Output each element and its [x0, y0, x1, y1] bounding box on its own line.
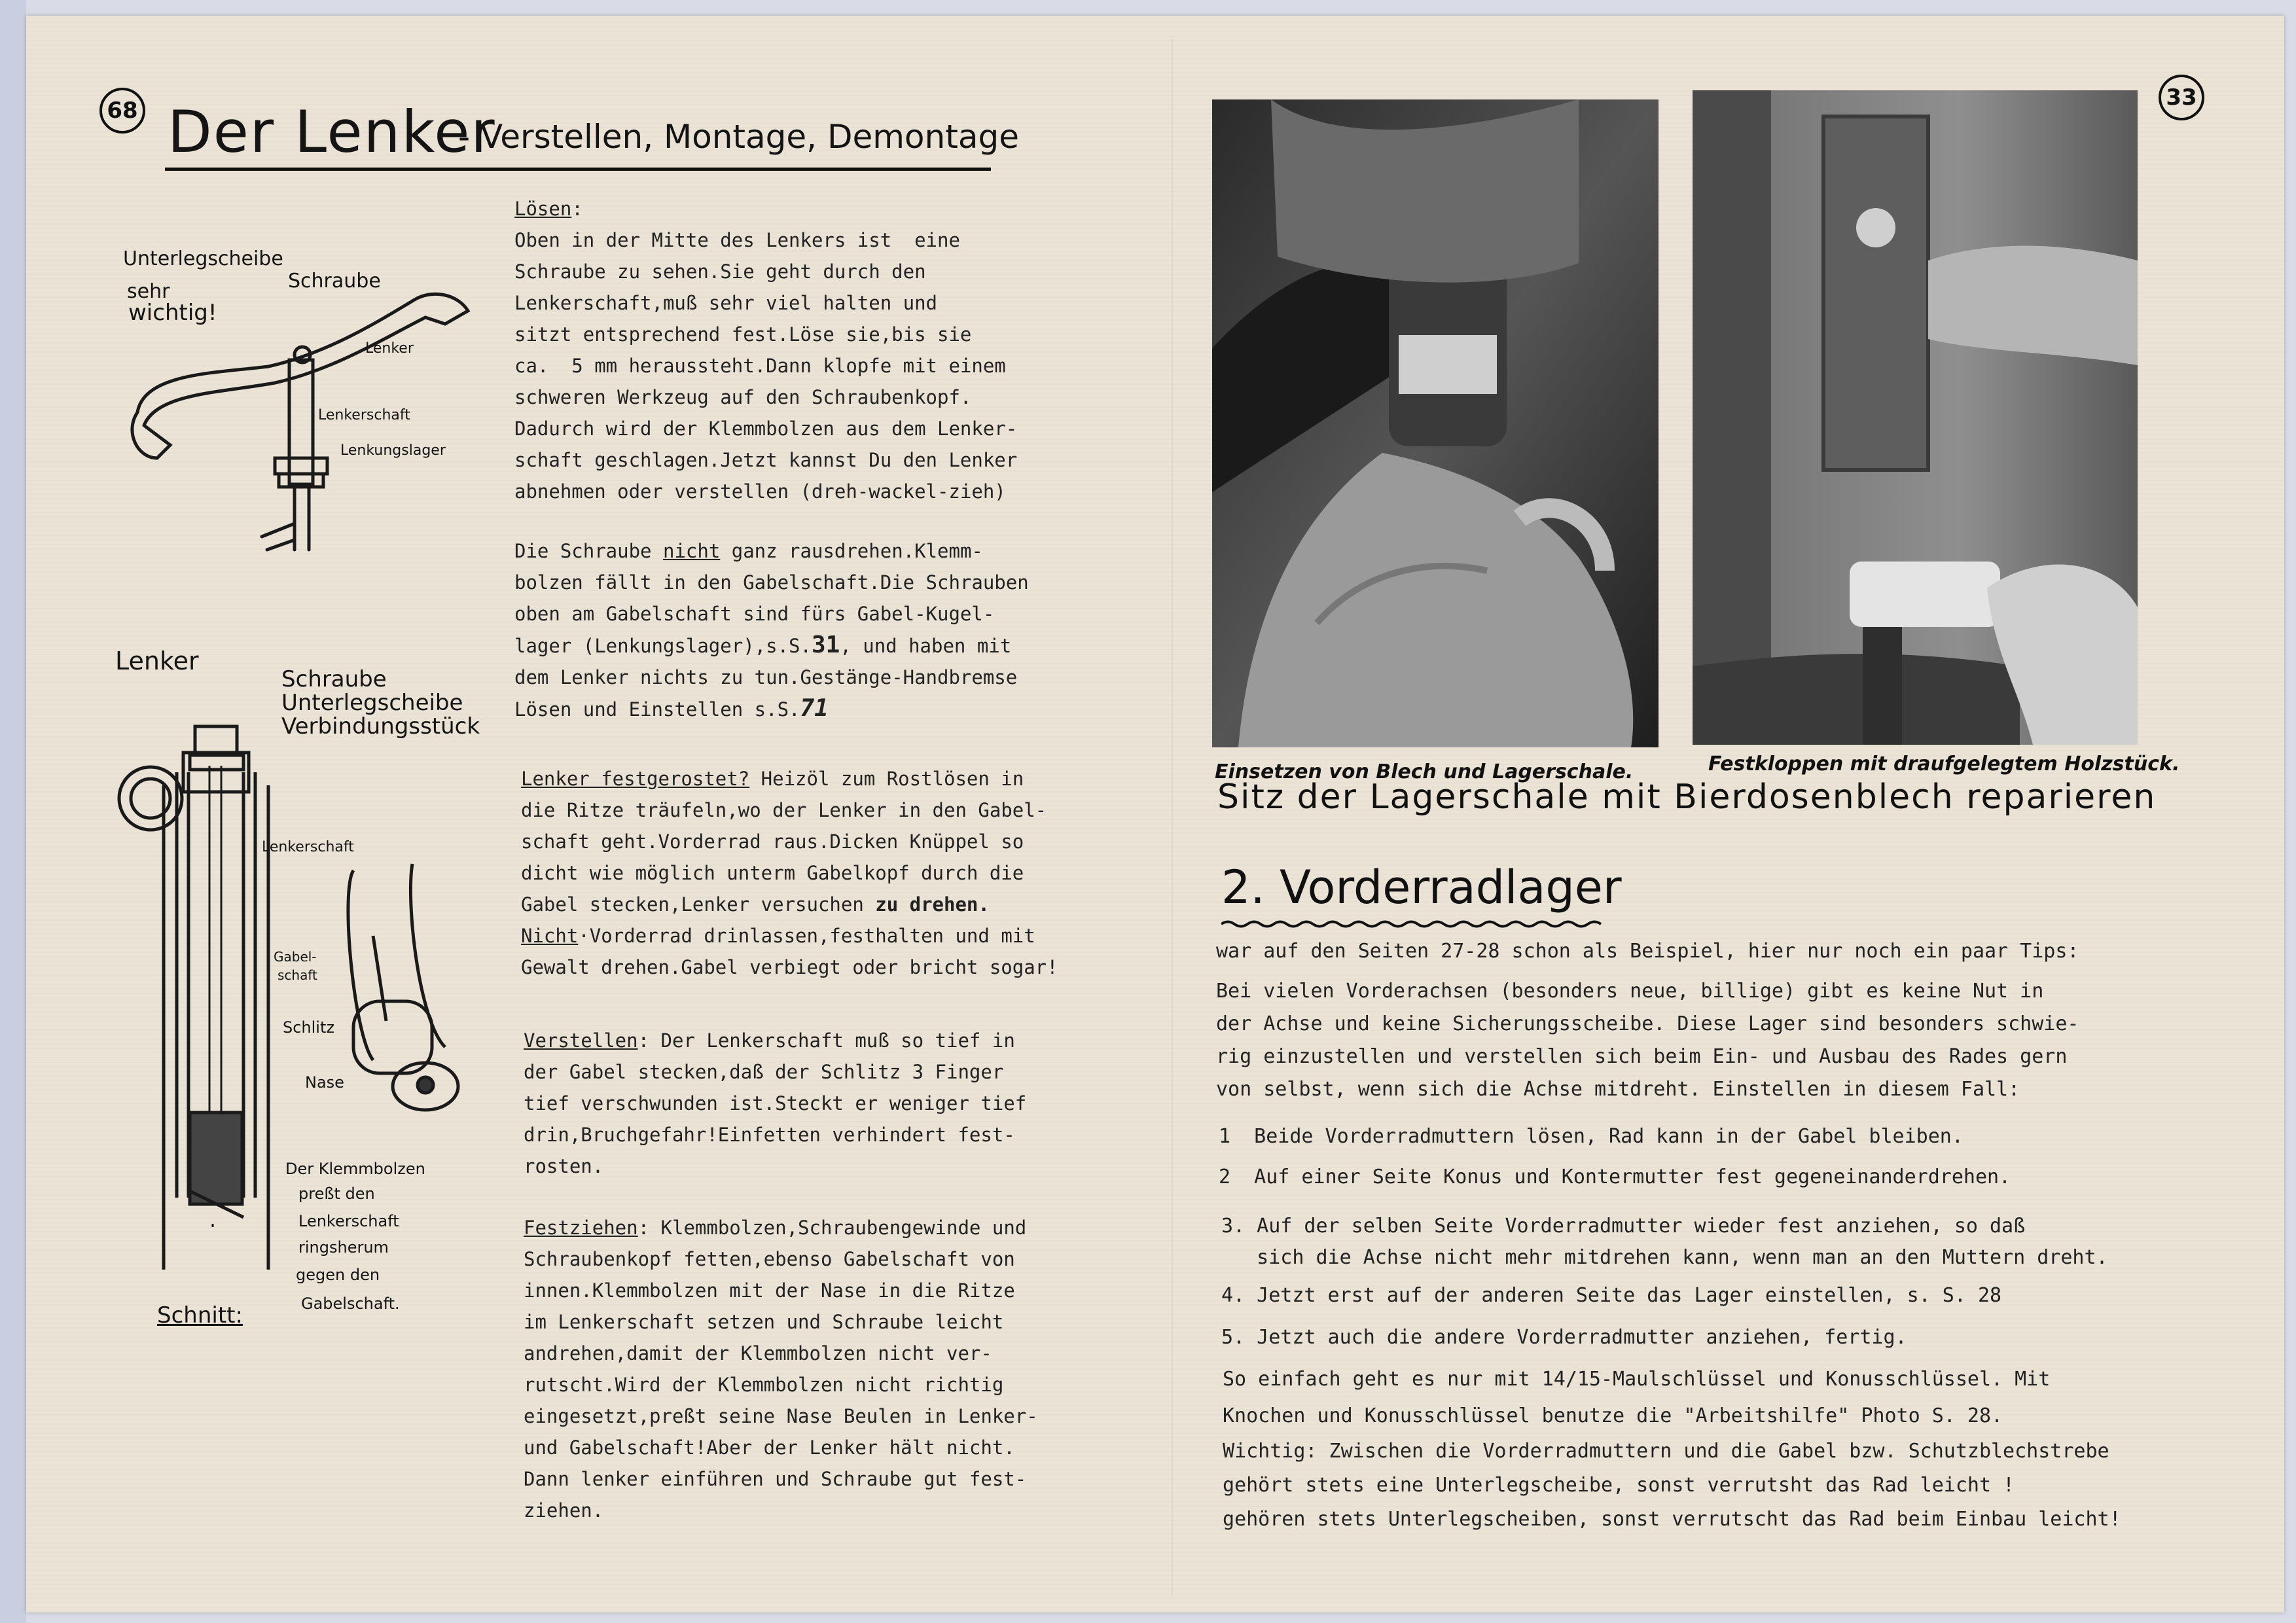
rost-line: Gewalt drehen.Gabel verbiegt oder bricht sogar! [521, 956, 1058, 978]
page-title: Der Lenker [168, 98, 496, 166]
label-clamp-3: Lenkerschaft [298, 1212, 399, 1230]
loesen-line: sitzt entsprechend fest.Löse sie,bis sie [514, 323, 972, 346]
closing-line: Knochen und Konusschlüssel benutze die "Arbeitshilfe" Photo S. 28. [1223, 1404, 2003, 1427]
verstellen-line: rosten. [524, 1155, 604, 1177]
label-clamp-2: preßt den [298, 1185, 375, 1203]
loesen-block-2 [514, 350, 1017, 507]
festziehen-line: im Lenkerschaft setzen und Schraube leicht [524, 1311, 1004, 1333]
para2-line: oben am Gabelschaft sind fürs Gabel-Kugel- [514, 603, 995, 625]
closing-line: gehört stets eine Unterlegscheibe, sonst verrutsht das Rad leicht ! [1223, 1474, 2015, 1497]
festziehen-line: und Gabelschaft!Aber der Lenker hält nicht. [524, 1436, 1015, 1459]
para2-line: dem Lenker nichts zu tun.Gestänge-Handbremse [514, 666, 1018, 688]
label-schnitt: Schnitt: [157, 1302, 243, 1329]
festziehen-line: eingesetzt,preßt seine Nase Beulen in Lenker- [524, 1405, 1038, 1427]
label-bearing: Lenkungslager [340, 442, 446, 459]
closing-block [1223, 1361, 2050, 1435]
photo-insert-bearing [1212, 99, 1659, 747]
loesen-line: Oben in der Mitte des Lenkers ist eine [514, 229, 960, 251]
label-lenkerschaft: Lenkerschaft [262, 839, 354, 855]
page-ref-31: 31 [811, 632, 840, 658]
label-stem-small: Lenkerschaft [318, 407, 410, 423]
loesen-line: Schraube zu sehen.Sie geht durch den [514, 260, 926, 283]
rost-line: die Ritze träufeln,wo der Lenker in den Gabel- [521, 799, 1047, 821]
label-gabelschaft-1: Gabel- [274, 949, 317, 965]
festziehen-text: : Klemmbolzen,Schraubengewinde und [637, 1217, 1027, 1239]
label-nase: Nase [305, 1073, 344, 1092]
para-line: der Achse und keine Sicherungsscheibe. Diese Lager sind besonders schwie- [1216, 1012, 2079, 1035]
festziehen-heading: Festziehen [524, 1217, 638, 1239]
photo2-caption: Festkloppen mit draufgelegtem Holzstück. [1708, 753, 2180, 776]
rost-text: Heizöl zum Rostlösen in [749, 768, 1024, 790]
title-underline [165, 168, 991, 171]
step-line: sich die Achse nicht mehr mitdrehen kann, wenn man an den Muttern dreht. [1221, 1246, 2108, 1269]
festziehen-line: ziehen. [524, 1499, 604, 1522]
festziehen-line: rutscht.Wird der Klemmbolzen nicht richtig [524, 1374, 1004, 1396]
loesen-block: Lösen: Oben in der Mitte des Lenkers ist eine Schraube zu sehen.Sie geht durch den Lenkerschaft,muß sehr viel halten und sitzt entsprechend fest.Löse sie,bis sie [514, 193, 971, 350]
label-important-2: wichtig! [128, 300, 217, 326]
para-line: Bei vielen Vorderachsen (besonders neue, billige) gibt es keine Nut in [1216, 980, 2044, 1003]
rost-emph: zu drehen. [875, 893, 990, 916]
label-clamp-6: Gabelschaft. [301, 1294, 400, 1313]
label-schlitz: Schlitz [283, 1018, 334, 1037]
para2-text: , und haben mit [840, 635, 1012, 657]
para2-line: bolzen fällt in den Gabelschaft.Die Schrauben [514, 571, 1029, 594]
rost-text: ·Vorderrad drinlassen,festhalten und mit [578, 925, 1035, 947]
steps-block [1219, 1116, 2011, 1198]
festziehen-line: andrehen,damit der Klemmbolzen nicht ver- [524, 1342, 992, 1364]
rost-block [521, 763, 1058, 983]
step-line: 2 Auf einer Seite Konus und Kontermutter fest gegeneinanderdrehen. [1219, 1166, 2011, 1188]
photo-hammer-wood [1693, 90, 2138, 745]
step-line: 1 Beide Vorderradmuttern lösen, Rad kann in der Gabel bleiben. [1219, 1125, 1964, 1148]
loesen-line: Lenkerschaft,muß sehr viel halten und [514, 292, 938, 314]
right-page-number: 33 [2159, 75, 2204, 120]
label-gabelschaft-2: schaft [278, 967, 317, 983]
photo-title: Sitz der Lagerschale mit Bierdosenblech reparieren [1217, 777, 2157, 817]
loesen-line: schaft geschlagen.Jetzt kannst Du den Lenker [514, 449, 1018, 471]
label-handlebar-small: Lenker [365, 340, 414, 357]
loesen-line: schweren Werkzeug auf den Schraubenkopf. [514, 386, 972, 408]
rost-text: Gabel stecken,Lenker versuchen [521, 893, 876, 916]
page-ref-71: 71 [800, 695, 829, 722]
para2-text: lager (Lenkungslager),s.S. [514, 635, 812, 657]
label-washer: Unterlegscheibe [123, 247, 283, 270]
steps-block-3 [1221, 1275, 2001, 1359]
section-title-wavy-underline [1221, 919, 1605, 929]
step-line: 3. Auf der selben Seite Vorderradmutter wieder fest anziehen, so daß [1221, 1215, 2026, 1238]
photo1-caption: Einsetzen von Blech und Lagerschale. [1215, 760, 1634, 783]
para2-block [514, 535, 1029, 725]
festziehen-line: Dann lenker einführen und Schraube gut fest- [524, 1468, 1027, 1490]
label-bolt: Schraube [288, 270, 381, 293]
label-unterlegscheibe: Unterlegscheibe [281, 690, 463, 716]
verstellen-text: : Der Lenkerschaft muß so tief in [637, 1029, 1015, 1052]
rost-nicht: Nicht [521, 925, 579, 947]
step-line: 4. Jetzt erst auf der anderen Seite das Lager einstellen, s. S. 28 [1221, 1284, 2002, 1307]
rost-line: dicht wie möglich unterm Gabelkopf durch die [521, 862, 1024, 884]
para-line: rig einzustellen und verstellen sich beim Ein- und Ausbau des Rades gern [1216, 1045, 2068, 1068]
festziehen-block [524, 1212, 1038, 1526]
loesen-heading: Lösen [514, 198, 572, 220]
scanner-edge [0, 0, 26, 1623]
para2-nicht: nicht [662, 540, 721, 562]
loesen-line: ca. 5 mm heraussteht.Dann klopfe mit einem [514, 355, 1006, 377]
closing-line: Wichtig: Zwischen die Vorderradmuttern und die Gabel bzw. Schutzblechstrebe [1223, 1440, 2109, 1463]
step-line: 5. Jetzt auch die andere Vorderradmutter anziehen, fertig. [1221, 1326, 1907, 1349]
verstellen-block [524, 1025, 1026, 1182]
label-lenker: Lenker [115, 647, 199, 675]
label-clamp-5: gegen den [296, 1266, 380, 1284]
label-clamp-1: Der Klemmbolzen [285, 1160, 425, 1178]
verstellen-heading: Verstellen [524, 1029, 638, 1052]
para-block [1216, 975, 2079, 1106]
steps-block-2 [1221, 1211, 2108, 1274]
para2-text: Die Schraube [514, 540, 663, 562]
loesen-line: Dadurch wird der Klemmbolzen aus dem Lenker- [514, 418, 1018, 440]
rost-heading: Lenker festgerostet? [521, 768, 750, 790]
closing-line: gehören stets Unterlegscheiben, sonst verrutscht das Rad beim Einbau leicht! [1223, 1508, 2121, 1531]
page-fold [1172, 39, 1173, 1597]
rost-line: schaft geht.Vorderrad raus.Dicken Knüppel so [521, 830, 1024, 853]
para2-text: ganz rausdrehen.Klemm- [720, 540, 983, 562]
closing-line: So einfach geht es nur mit 14/15-Maulschlüssel und Konusschlüssel. Mit [1223, 1368, 2051, 1391]
label-important-1: sehr [127, 280, 170, 303]
page-subtitle: - Verstellen, Montage, Demontage [458, 118, 1019, 156]
left-page-number: 68 [99, 88, 145, 134]
label-clamp-4: ringsherum [298, 1238, 389, 1257]
label-verbindungsstueck: Verbindungsstück [281, 713, 480, 740]
festziehen-line: innen.Klemmbolzen mit der Nase in die Ritze [524, 1279, 1015, 1302]
intro-line: war auf den Seiten 27-28 schon als Beispiel, hier nur noch ein paar Tips: [1216, 940, 2079, 963]
para-line: von selbst, wenn sich die Achse mitdreht. Einstellen in diesem Fall: [1216, 1078, 2020, 1101]
label-schraube: Schraube [281, 666, 387, 692]
para2-text: Lösen und Einstellen s.S. [514, 698, 800, 721]
verstellen-line: tief verschwunden ist.Steckt er weniger tief [524, 1092, 1027, 1115]
loesen-line: abnehmen oder verstellen (dreh-wackel-zieh) [514, 480, 1006, 503]
festziehen-line: Schraubenkopf fetten,ebenso Gabelschaft von [524, 1248, 1015, 1270]
verstellen-line: der Gabel stecken,daß der Schlitz 3 Finger [524, 1061, 1004, 1083]
intro-block [1216, 936, 2079, 967]
section-title: 2. Vorderradlager [1221, 861, 1622, 914]
verstellen-line: drin,Bruchgefahr!Einfetten verhindert fest- [524, 1124, 1015, 1146]
closing-block-2 [1223, 1435, 2121, 1537]
